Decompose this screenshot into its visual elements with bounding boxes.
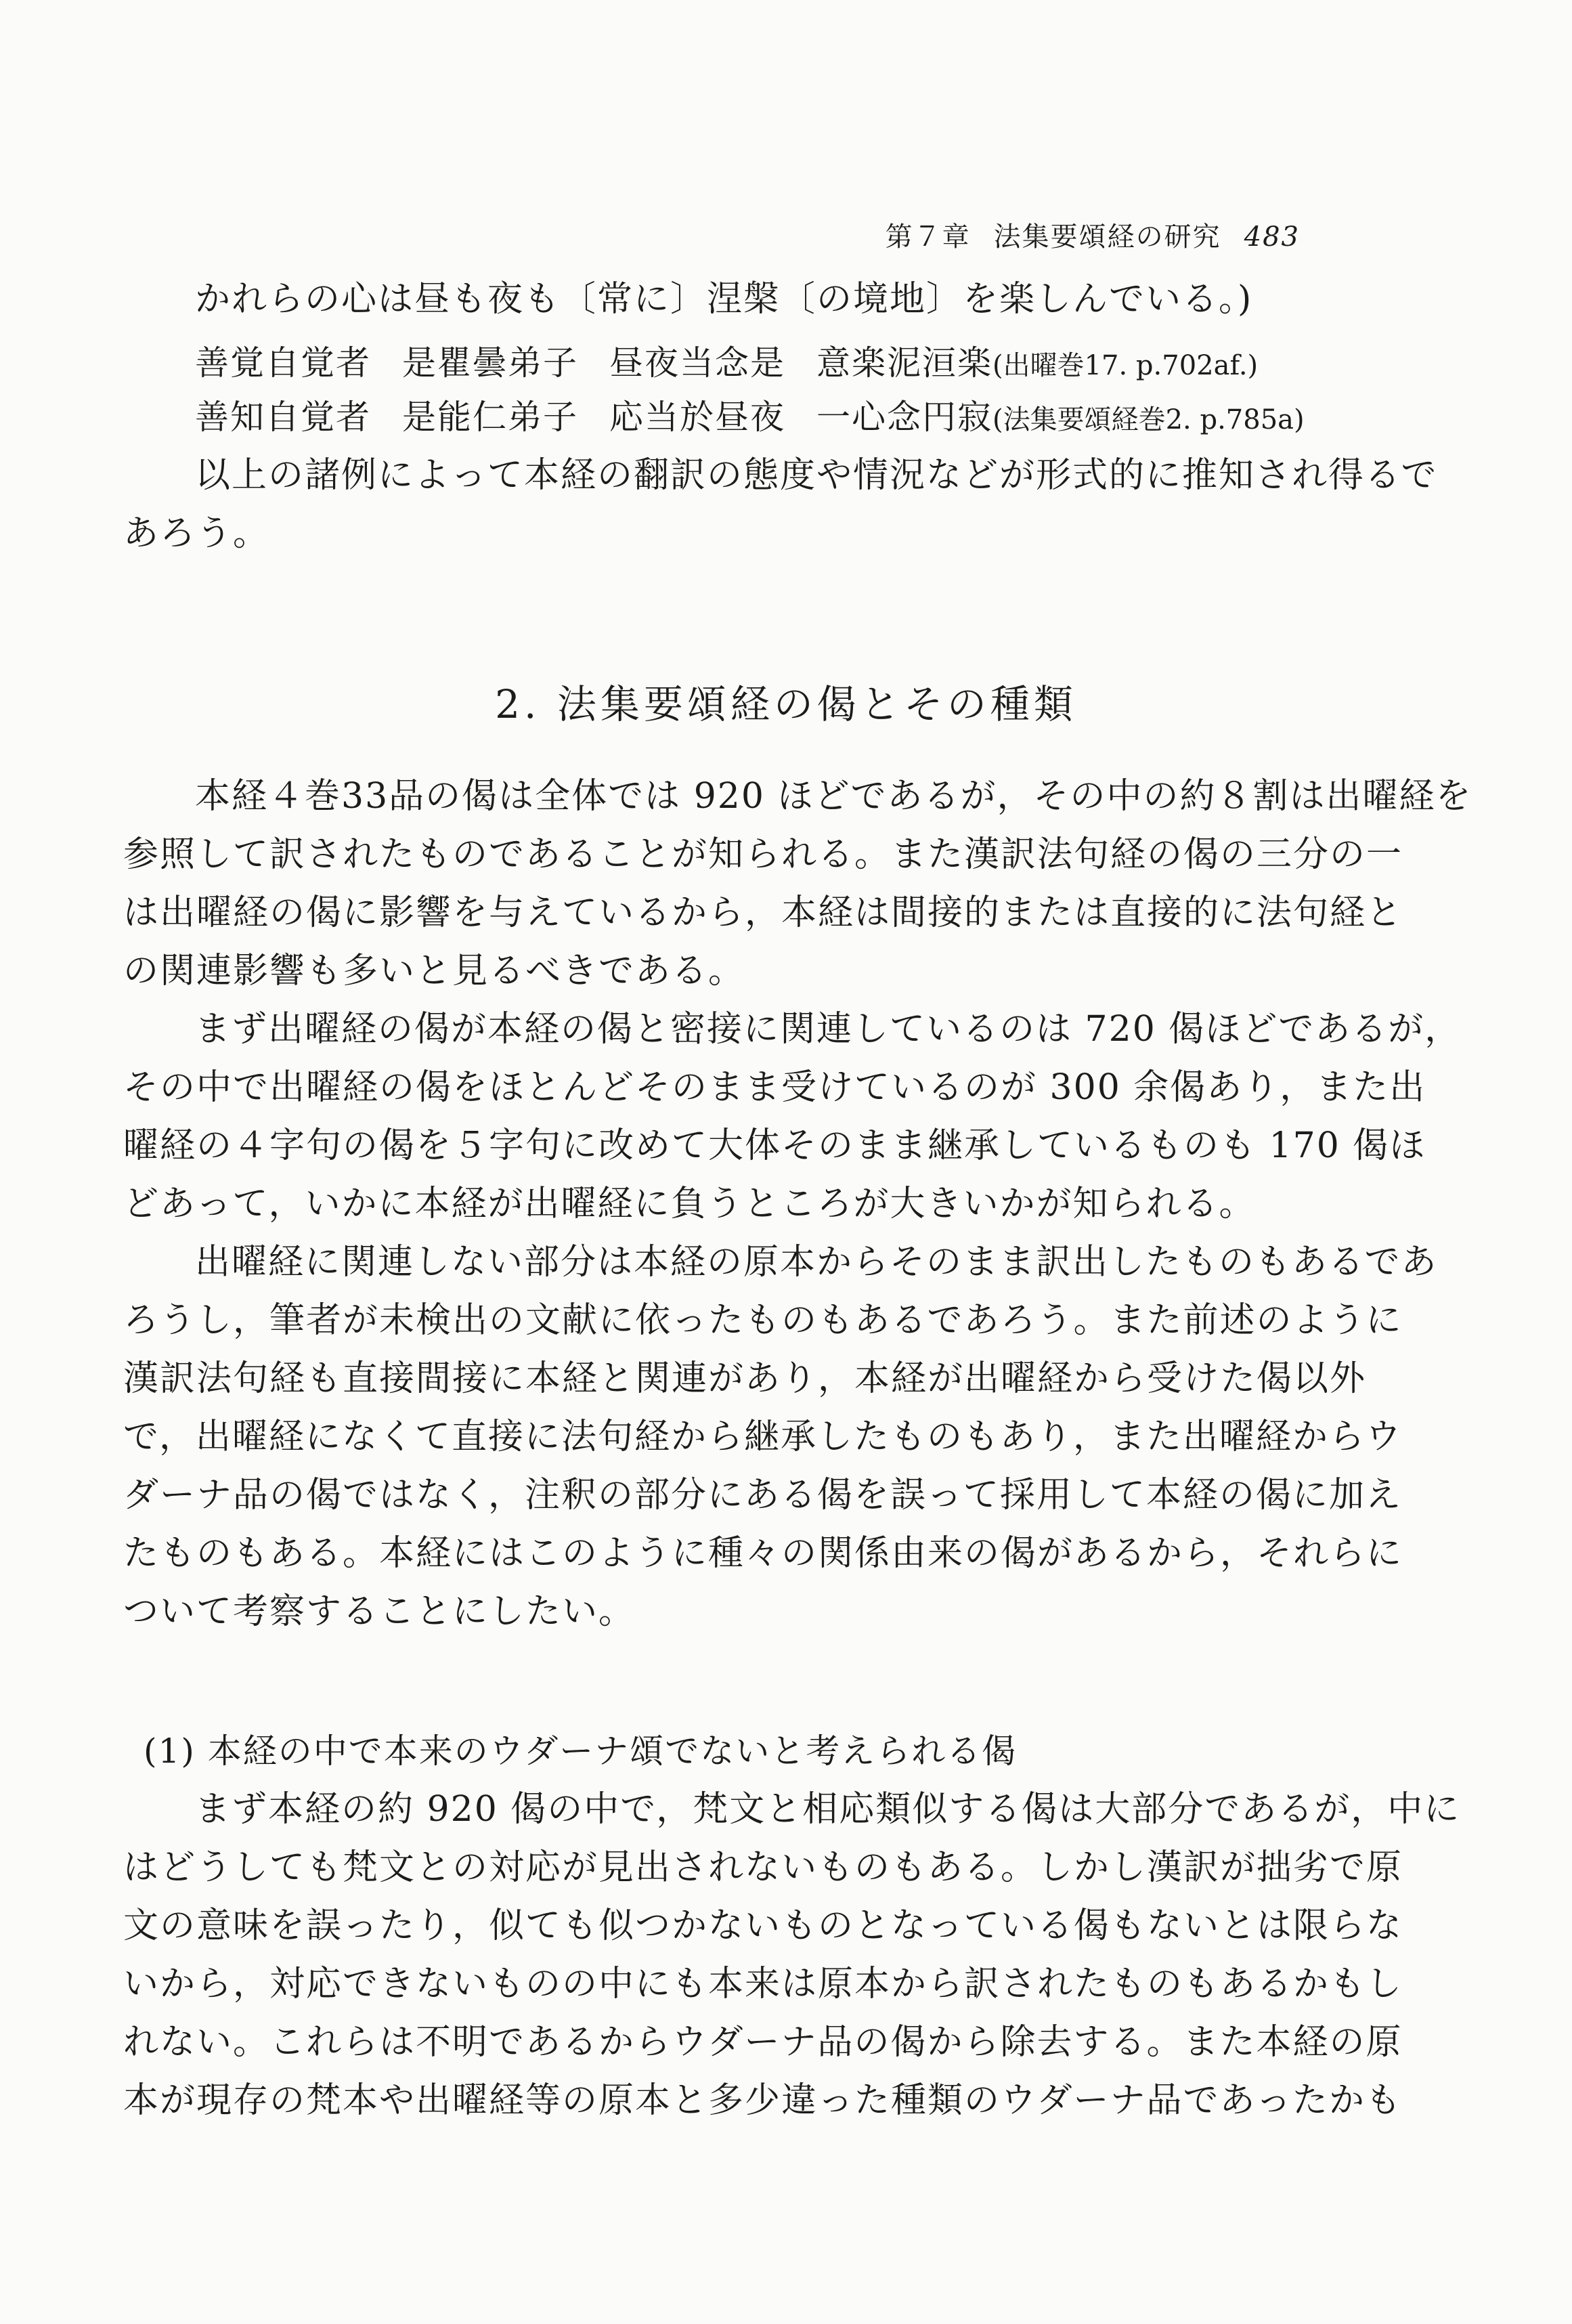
- verse-phrase: 是瞿曇弟子: [402, 343, 578, 383]
- body-line: 参照して訳されたものであることが知られる。また漢訳法句経の偈の三分の一: [123, 834, 1403, 875]
- body-line: 曜経の４字句の偈を５字句に改めて大体そのまま継承しているものも 170 偈ほ: [123, 1125, 1426, 1166]
- body-line: まず本経の約 920 偈の中で，梵文と相応類似する偈は大部分であるが，中に: [195, 1789, 1461, 1830]
- verse-phrase: 応当於昼夜: [609, 397, 785, 437]
- verse-line-1: [195, 341, 1387, 387]
- verse-phrase: 意楽泥洹楽: [816, 343, 992, 383]
- body-line: 漢訳法句経も直接間接に本経と関連があり，本経が出曜経から受けた偈以外: [123, 1358, 1367, 1399]
- verse-phrase: 是能仁弟子: [402, 397, 578, 437]
- body-line: で，出曜経になくて直接に法句経から継承したものもあり，また出曜経からウ: [123, 1417, 1402, 1457]
- verse-phrase: 昼夜当念是: [609, 343, 785, 383]
- body-line: どあって，いかに本経が出曜経に負うところが大きいかが知られる。: [123, 1184, 1256, 1224]
- chapter-label: 第７章: [885, 221, 971, 253]
- body-line: その中で出曜経の偈をほとんどそのまま受けているのが 300 余偈あり，また出: [123, 1067, 1426, 1108]
- chapter-title: 法集要頌経の研究: [993, 221, 1221, 253]
- section-heading: 2. 法集要頌経の偈とその種類: [495, 681, 1077, 727]
- body-line: 出曜経に関連しない部分は本経の原本からそのまま訳出したものもあるであ: [195, 1242, 1438, 1283]
- body-line: 本経４巻33品の偈は全体では 920 ほどであるが，その中の約８割は出曜経を: [195, 776, 1472, 817]
- body-line: 以上の諸例によって本経の翻訳の態度や情況などが形式的に推知され得るで: [195, 455, 1438, 496]
- verse-phrase: 善知自覚者: [195, 397, 371, 437]
- body-line: いから，対応できないものの中にも本来は原本から訳されたものもあるかもし: [123, 1964, 1403, 2004]
- verse-line-2: [195, 395, 1387, 442]
- page-number: 483: [1244, 221, 1300, 253]
- verse-gloss: かれらの心は昼も夜も〔常に〕涅槃〔の境地〕を楽しんでいる。): [195, 279, 1253, 320]
- body-line: は出曜経の偈に影響を与えているから，本経は間接的または直接的に法句経と: [123, 892, 1403, 933]
- body-line: まず出曜経の偈が本経の偈と密接に関連しているのは 720 偈ほどであるが，: [195, 1009, 1462, 1050]
- body-line: ろうし，筆者が未検出の文献に依ったものもあるであろう。また前述のように: [123, 1300, 1403, 1341]
- body-line: 本が現存の梵本や出曜経等の原本と多少違った種類のウダーナ品であったかも: [123, 2080, 1402, 2121]
- verse-source: (出曜巻17. p.702af.): [992, 350, 1259, 381]
- body-line: たものもある。本経にはこのように種々の関係由来の偈があるから，それらに: [123, 1533, 1403, 1574]
- verse-source: (法集要頌経巻2. p.785a): [992, 404, 1305, 435]
- verse-phrase: 善覚自覚者: [195, 343, 371, 383]
- body-line: 文の意味を誤ったり，似ても似つかないものとなっている偈もないとは限らな: [123, 1906, 1403, 1946]
- body-line: ダーナ品の偈ではなく，注釈の部分にある偈を誤って採用して本経の偈に加え: [123, 1475, 1402, 1515]
- body-line: の関連影響も多いと見るべきである。: [123, 951, 745, 991]
- subsection-heading: (1) 本経の中で本来のウダーナ頌でないと考えられる偈: [144, 1731, 1018, 1771]
- running-head: [886, 215, 1300, 254]
- body-line: はどうしても梵文との対応が見出されないものもある。しかし漢訳が拙劣で原: [123, 1847, 1403, 1888]
- verse-phrase: 一心念円寂: [816, 397, 992, 437]
- body-line: れない。これらは不明であるからウダーナ品の偈から除去する。また本経の原: [123, 2022, 1403, 2063]
- body-line: あろう。: [123, 513, 270, 554]
- body-line: ついて考察することにしたい。: [123, 1591, 636, 1632]
